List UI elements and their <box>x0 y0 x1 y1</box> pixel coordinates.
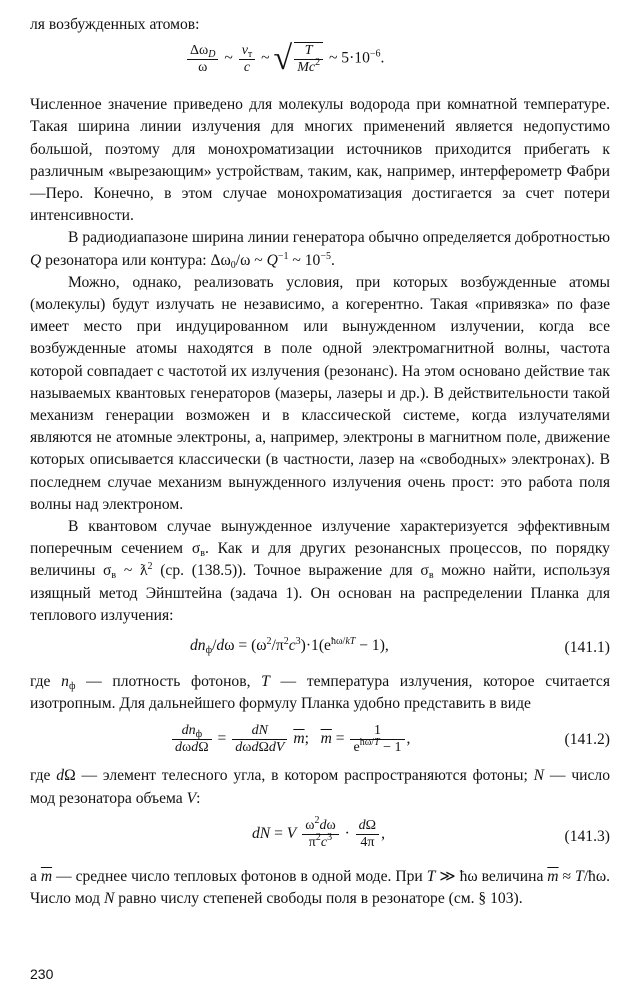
equation-141-3: dN = V $\frac{\omega^2d\omega}{\pi^2c^3}$ · $\frac{d\Omega}{4\pi}$ , (141.3) <box>252 814 610 850</box>
equation-number: (141.1) <box>564 639 610 657</box>
text-line: ля возбужденных атомов: <box>30 16 200 33</box>
paragraph: В радиодиапазоне ширина линии генератора обычно определяется добротностью Q резонатора или контура: $\Delta\omega_0/\omega$ ~ $Q^{-1}$ ~ $10^{-5}$. <box>30 229 610 271</box>
equation-number: (141.2) <box>564 731 610 749</box>
paragraph: где dΩ — элемент телесного угла, в котором распространяются фотоны; N — число мод резонатора объема V: <box>30 767 610 807</box>
paragraph: а $\overline{m}$ — среднее число тепловых фотонов в одной моде. При T ≫ ħω величина $\overline{m}$ ≈ T/ħω. Число мод N равно числу степеней свободы поля в резонаторе (см. § 103). <box>30 867 610 908</box>
paragraph: Численное значение приведено для молекулы водорода при комнатной температуре. Такая ширина линии излучения для многих применений является недопустимо большой, поэтому для монохроматизации источников приходится прибегать к различным «вырезающим» устройствам, таким, как, например, интерферометр Фабри—Перо. Конечно, в этом случае монохроматизация достигается за счет потери интенсивности. <box>30 96 610 225</box>
equation-doppler: $\frac{\Delta\omega_D}{\omega}$ ~ $\frac{v_т}{c}$ ~ √ $\frac{T}{Mc^2}$ ~ $5\cdot 10^{-6}$. <box>30 36 610 94</box>
page-body <box>30 14 610 910</box>
paragraph: Можно, однако, реализовать условия, при которых возбужденные атомы (молекулы) будут излучать не независимо, а когерентно. Такая «привязка» по фазе имеет место при индуцированном или вынужденном излучении, когда все возбужденные атомы находятся в поле одной электромагнитной волны, частота которой совпадает с частотой их излучения (резонанс). На этом основано действие так называемых квантовых генераторов (мазеры, лазеры и др.). В действительности такой механизм генерации возможен и в классической системе, когда излучателями являются не атомные электроны, а, например, электроны в магнитном поле, движение которых описывается классически (в частности, лазер на «свободных» электронах). В последнем случае механизм вынужденного излучения очень прост: это работа поля волны над электроном. <box>30 273 610 513</box>
paragraph: где $n_ф$ — плотность фотонов, T — температура излучения, которое считается изотропным. Для дальнейшего формулу Планка удобно представить в виде <box>30 673 610 713</box>
equation-141-2: $\frac{dn_ф}{\text{dωdΩ}}$ = $\frac{dN}{\text{dωdΩdV}}$ $\overline{m}$; $\overline{m}$ = $\frac{1}{e^{ħ\omega/T} - 1}$ , (141.2) <box>30 715 610 765</box>
equation-141-1: $dn_ф/d\omega = (\omega^2/\pi^2c^3)\cdot 1(e^{ħ\omega/kT} - 1)$, (141.1) <box>30 627 610 671</box>
page-number: 230 <box>30 966 54 982</box>
equation-number: (141.3) <box>564 827 610 845</box>
paragraph: В квантовом случае вынужденное излучение характеризуется эффективным поперечным сечением $\sigma_в$. Как и для других резонансных процессов, по порядку величины $\sigma_в$ ~ $ƛ^2$ (ср. (138.5)). Точное выражение для $\sigma_в$ можно найти, используя изящный метод Эйнштейна (задача 1). Он основан на распределении Планка для теплового излучения: <box>30 518 610 624</box>
